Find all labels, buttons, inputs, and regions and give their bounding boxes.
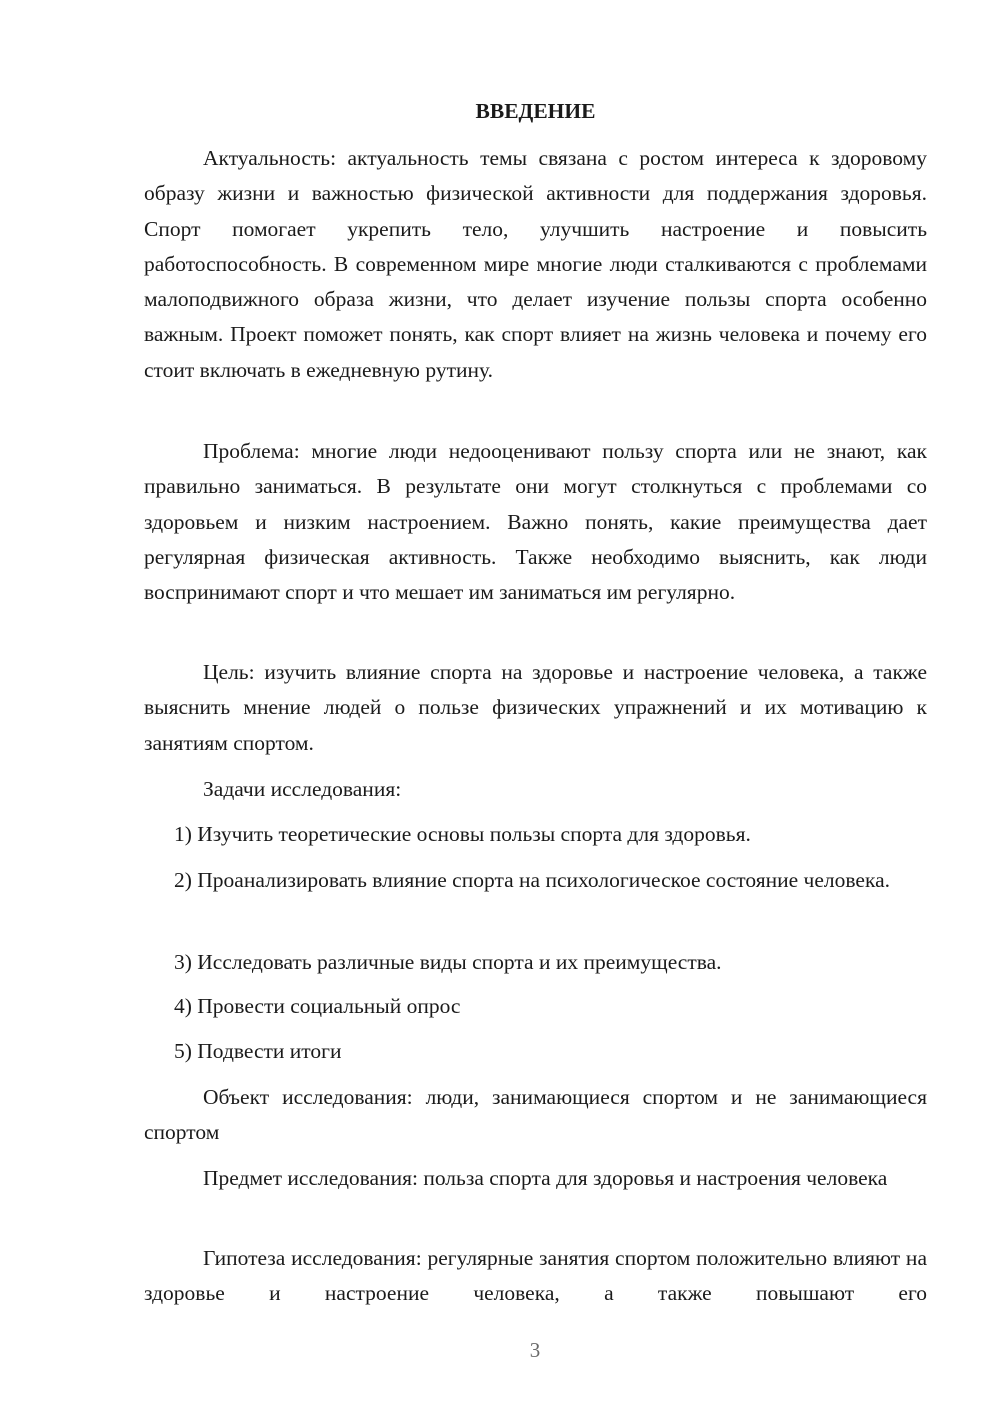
task-item-3-block bbox=[144, 945, 927, 980]
paragraph-goal: Цель: изучить влияние спорта на здоровье и настроение человека, а также выяснить мнение людей о пользе физических упражнений и их мотивацию к занятиям спортом. bbox=[144, 660, 927, 755]
task-item-2-block bbox=[144, 863, 927, 898]
task-item-4-block bbox=[144, 989, 927, 1024]
task-item: 1) Изучить теоретические основы пользы спорта для здоровья. bbox=[174, 822, 751, 846]
tasks-heading: Задачи исследования: bbox=[203, 777, 402, 801]
paragraph-relevance-block bbox=[144, 141, 927, 388]
paragraph-object: Объект исследования: люди, занимающиеся спортом и не занимающиеся спортом bbox=[144, 1085, 927, 1145]
paragraph-subject: Предмет исследования: польза спорта для здоровья и настроения человека bbox=[203, 1166, 888, 1190]
task-item-5-block bbox=[144, 1034, 927, 1069]
paragraph-object-block bbox=[144, 1080, 927, 1151]
paragraph-relevance: Актуальность: актуальность темы связана с ростом интереса к здоровому образу жизни и важностью физической активности для поддержания здоровья. Спорт помогает укрепить тело, улучшить настроение и повысить работоспособность. В современном мире многие люди сталкиваются с проблемами малоподвижного образа жизни, что делает изучение пользы спорта особенно важным. Проект поможет понять, как спорт влияет на жизнь человека и почему его стоит включать в ежедневную рутину. bbox=[144, 146, 927, 382]
paragraph-hypothesis-block bbox=[144, 1241, 927, 1312]
tasks-heading-block bbox=[144, 772, 927, 807]
task-item: 5) Подвести итоги bbox=[174, 1039, 342, 1063]
paragraph-problem: Проблема: многие люди недооценивают пользу спорта или не знают, как правильно заниматься. В результате они могут столкнуться с проблемами со здоровьем и низким настроением. Важно понять, какие преимущества дает регулярная физическая активность. Также необходимо выяснить, как люди воспринимают спорт и что мешает им заниматься им регулярно. bbox=[144, 439, 927, 605]
task-item: 4) Провести социальный опрос bbox=[174, 994, 461, 1018]
page-number: 3 bbox=[529, 1338, 541, 1362]
paragraph-subject-block bbox=[144, 1161, 927, 1196]
paragraph-problem-block bbox=[144, 434, 927, 610]
section-title: ВВЕДЕНИЕ bbox=[475, 99, 596, 123]
task-item: 2) Проанализировать влияние спорта на психологическое состояние человека. bbox=[174, 868, 890, 892]
task-item-1-block bbox=[144, 817, 927, 852]
paragraph-hypothesis: Гипотеза исследования: регулярные занятия спортом положительно влияют на здоровье и настроение человека, а также повышают его bbox=[144, 1246, 927, 1306]
paragraph-goal-block bbox=[144, 655, 927, 761]
task-item: 3) Исследовать различные виды спорта и их преимущества. bbox=[174, 950, 722, 974]
